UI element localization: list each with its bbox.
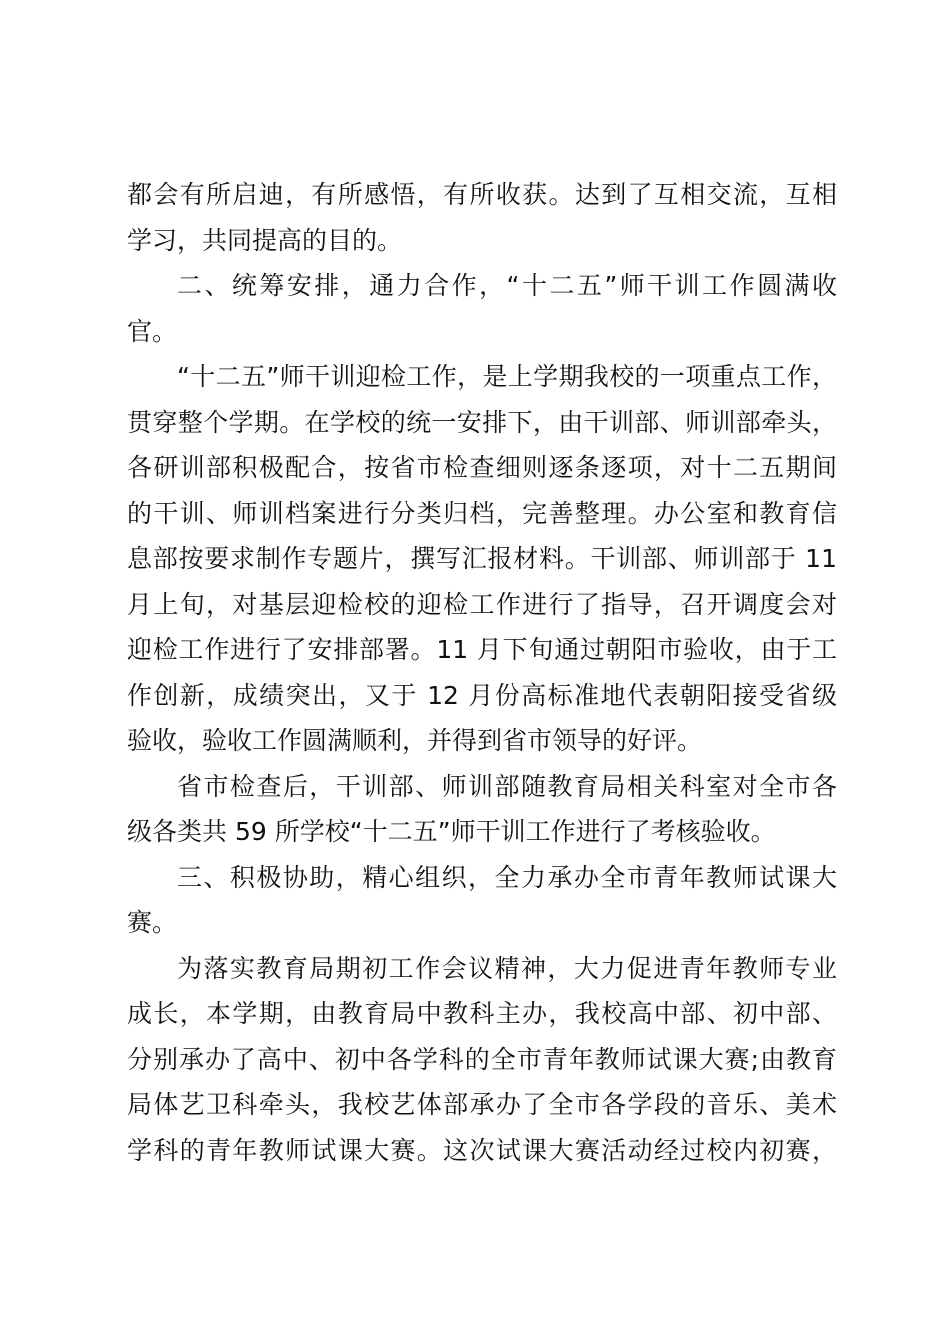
- text-line: 级各类共 59 所学校“十二五”师干训工作进行了考核验收。: [127, 817, 776, 846]
- text-line: 验收，验收工作圆满顺利，并得到省市领导的好评。: [127, 726, 703, 755]
- text-line: 赛。: [127, 908, 178, 937]
- text-line: 局体艺卫科牵头，我校艺体部承办了全市各学段的音乐、美术: [127, 1090, 837, 1119]
- document-body: [127, 172, 837, 1173]
- text-line: 迎检工作进行了安排部署。11 月下旬通过朝阳市验收，由于工: [127, 635, 837, 664]
- text-line: 分别承办了高中、初中各学科的全市青年教师试课大赛;由教育: [127, 1044, 837, 1074]
- text-line: 官。: [127, 316, 178, 346]
- text-line: 三、积极协助，精心组织，全力承办全市青年教师试课大: [177, 862, 837, 892]
- text-line: “十二五”师干训迎检工作，是上学期我校的一项重点工作，: [177, 362, 837, 391]
- text-line: 成长，本学期，由教育局中教科主办，我校高中部、初中部、: [127, 999, 837, 1028]
- text-line: 的干训、师训档案进行分类归档，完善整理。办公室和教育信: [127, 498, 837, 528]
- text-line: 都会有所启迪，有所感悟，有所收获。达到了互相交流，互相: [127, 180, 837, 209]
- text-line: 学科的青年教师试课大赛。这次试课大赛活动经过校内初赛，: [127, 1135, 837, 1165]
- text-line: 省市检查后，干训部、师训部随教育局相关科室对全市各: [177, 771, 837, 801]
- text-line: 月上旬，对基层迎检校的迎检工作进行了指导，召开调度会对: [127, 589, 837, 619]
- text-line: 二、统筹安排，通力合作，“十二五”师干训工作圆满收: [177, 271, 837, 300]
- text-line: 各研训部积极配合，按省市检查细则逐条逐项，对十二五期间: [127, 453, 837, 482]
- text-line: 作创新，成绩突出，又于 12 月份高标准地代表朝阳接受省级: [127, 680, 837, 710]
- text-line: 息部按要求制作专题片，撰写汇报材料。干训部、师训部于 11: [127, 544, 837, 573]
- text-line: 为落实教育局期初工作会议精神，大力促进青年教师专业: [177, 953, 837, 983]
- text-line: 学习，共同提高的目的。: [127, 225, 403, 255]
- text-line: 贯穿整个学期。在学校的统一安排下，由干训部、师训部牵头，: [127, 407, 837, 437]
